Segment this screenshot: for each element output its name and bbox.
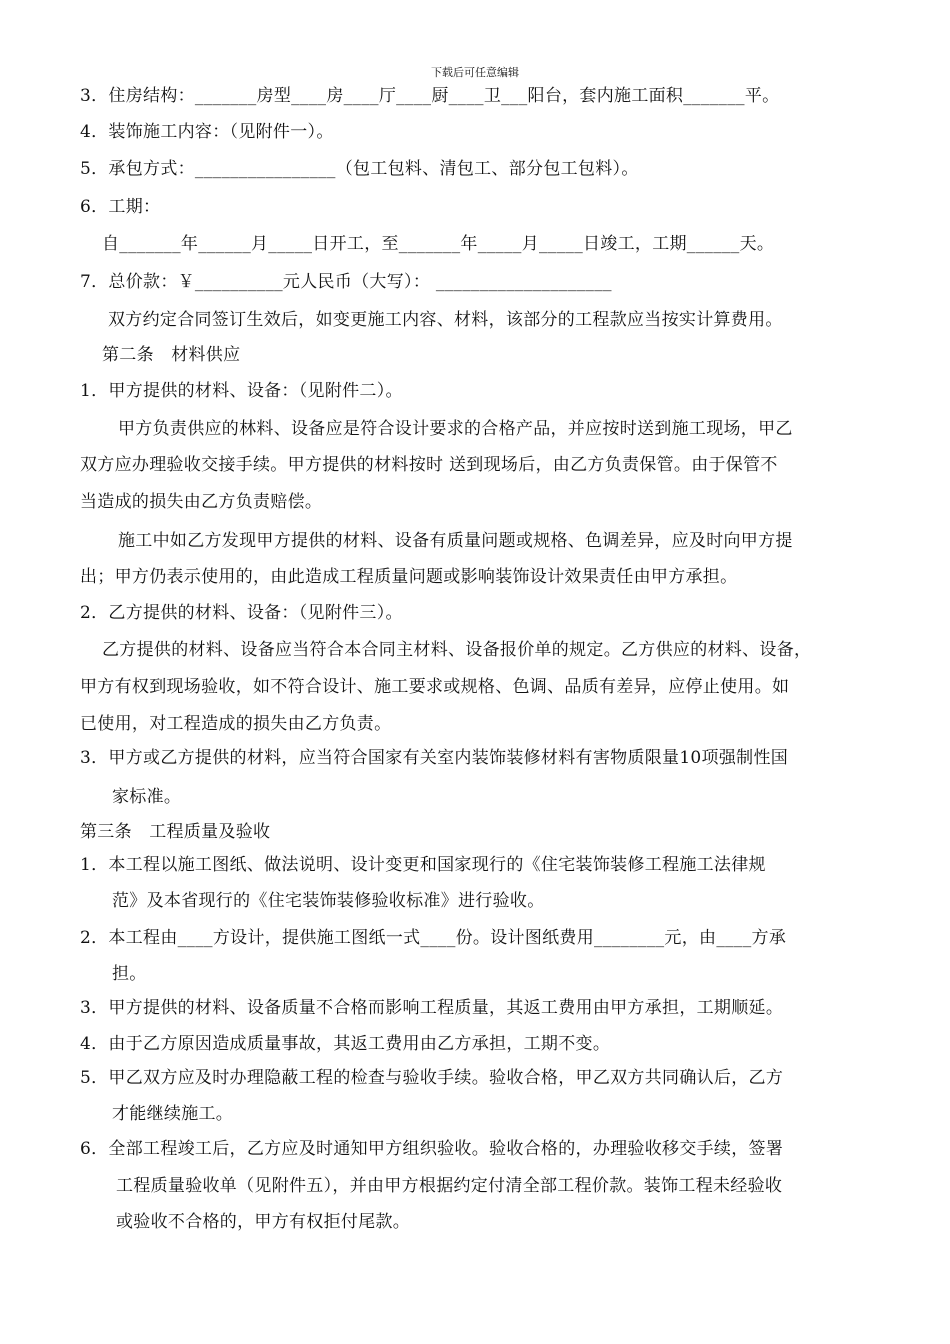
item-contract-mode: 5．承包方式：________________（包工包料、清包工、部分包工包料）。 bbox=[80, 159, 639, 179]
article-two-item-1: 1．甲方提供的材料、设备：（见附件二）。 bbox=[80, 381, 403, 401]
article-three-item-2: 2．本工程由____方设计，提供施工图纸一式____份。设计图纸费用________元，由____方承 bbox=[80, 928, 787, 948]
article-three-item-1: 1．本工程以施工图纸、做法说明、设计变更和国家现行的《住宅装饰装修工程施工法律规 bbox=[80, 855, 766, 875]
article-three-heading: 第三条 工程质量及验收 bbox=[80, 822, 271, 842]
paragraph-text: 或验收不合格的，甲方有权拒付尾款。 bbox=[116, 1212, 411, 1232]
article-three-item-5: 5．甲乙双方应及时办理隐蔽工程的检查与验收手续。验收合格，甲乙双方共同确认后，乙方 bbox=[80, 1068, 784, 1088]
article-three-item-6: 6．全部工程竣工后，乙方应及时通知甲方组织验收。验收合格的，办理验收移交手续，签署 bbox=[80, 1139, 784, 1159]
item-construction-content: 4．装饰施工内容：（见附件一）。 bbox=[80, 122, 334, 142]
article-three-item-4: 4．由于乙方原因造成质量事故，其返工费用由乙方承担，工期不变。 bbox=[80, 1034, 611, 1054]
article-two-item-3: 3．甲方或乙方提供的材料，应当符合国家有关室内装饰装修材料有害物质限量10项强制性国 bbox=[80, 748, 789, 768]
article-two-heading: 第二条 材料供应 bbox=[102, 345, 241, 365]
paragraph-text: 才能继续施工。 bbox=[112, 1104, 234, 1124]
paragraph-text: 施工中如乙方发现甲方提供的材料、设备有质量问题或规格、色调差异，应及时向甲方提 bbox=[118, 531, 793, 551]
paragraph-text: 担。 bbox=[112, 964, 147, 984]
paragraph-text: 双方应办理验收交接手续。甲方提供的材料按时 送到现场后，由乙方负责保管。由于保管不 bbox=[80, 455, 778, 475]
item-duration-dates: 自_______年______月_____日开工，至_______年_____月_____日竣工，工期______天。 bbox=[102, 234, 775, 254]
paragraph-text: 范》及本省现行的《住宅装饰装修验收标准》进行验收。 bbox=[112, 891, 545, 911]
paragraph-text: 当造成的损失由乙方负责赔偿。 bbox=[80, 492, 323, 512]
price-change-note: 双方约定合同签订生效后，如变更施工内容、材料，该部分的工程款应当按实计算费用。 bbox=[108, 310, 783, 330]
paragraph-text: 乙方提供的材料、设备应当符合本合同主材料、设备报价单的规定。乙方供应的材料、设备， bbox=[102, 640, 812, 660]
paragraph-text: 甲方负责供应的林料、设备应是符合设计要求的合格产品，并应按时送到施工现场，甲乙 bbox=[118, 419, 793, 439]
article-three-item-3: 3．甲方提供的材料、设备质量不合格而影响工程质量，其返工费用由甲方承担，工期顺延。 bbox=[80, 998, 784, 1018]
paragraph-text: 已使用，对工程造成的损失由乙方负责。 bbox=[80, 714, 392, 734]
paragraph-text: 工程质量验收单（见附件五），并由甲方根据约定付清全部工程价款。装饰工程未经验收 bbox=[116, 1176, 783, 1196]
item-housing-structure: 3．住房结构：_______房型____房____厅____厨____卫___阳台，套内施工面积_______平。 bbox=[80, 86, 780, 106]
paragraph-text: 家标准。 bbox=[112, 787, 182, 807]
page-header: 下载后可任意编辑 bbox=[431, 66, 519, 79]
article-two-item-2: 2．乙方提供的材料、设备：（见附件三）。 bbox=[80, 603, 403, 623]
item-total-price: 7．总价款：￥__________元人民币（大写）： ____________________ bbox=[80, 272, 612, 292]
item-duration-label: 6．工期： bbox=[80, 197, 161, 217]
paragraph-text: 甲方有权到现场验收，如不符合设计、施工要求或规格、色调、品质有差异，应停止使用。如 bbox=[80, 677, 790, 697]
paragraph-text: 出；甲方仍表示使用的，由此造成工程质量问题或影响装饰设计效果责任由甲方承担。 bbox=[80, 567, 738, 587]
